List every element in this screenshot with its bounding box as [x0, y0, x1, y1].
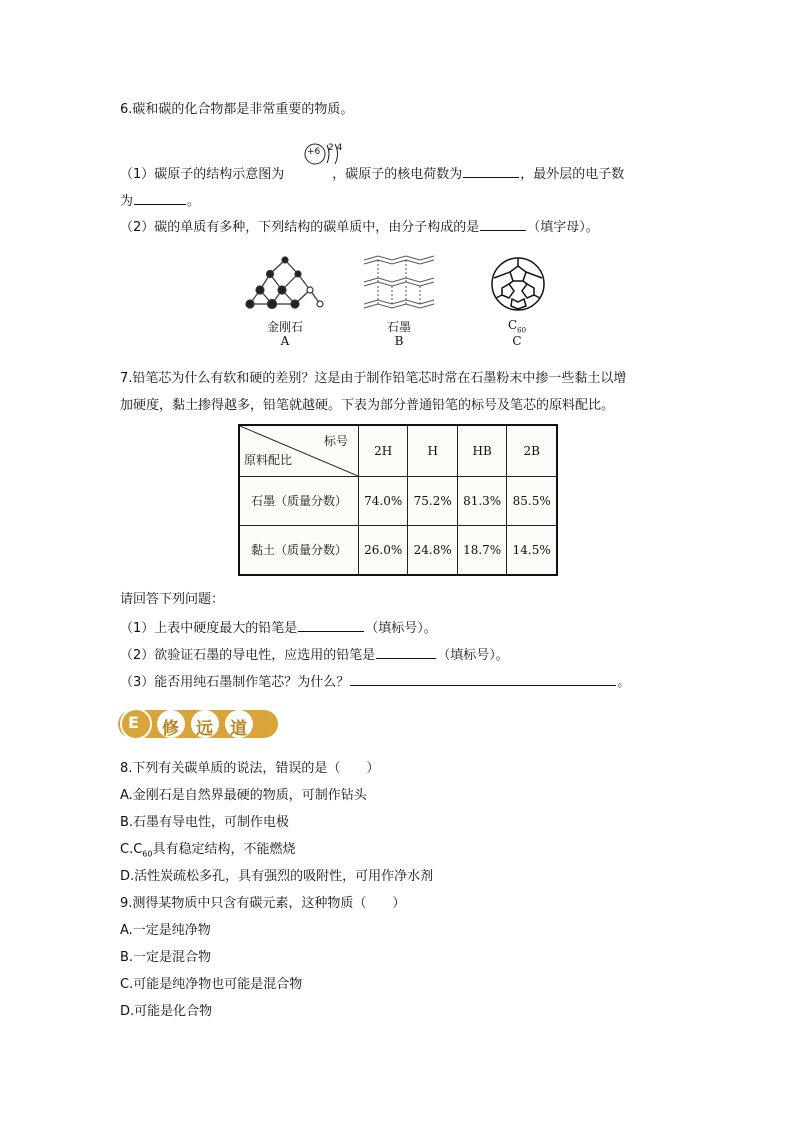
q8-option-d[interactable]: D.活性炭疏松多孔，具有强烈的吸附性，可用作净水剂 [120, 869, 434, 884]
grade-header: 2B [507, 425, 557, 477]
banner-logo-icon: E [128, 713, 139, 732]
table-header-row [239, 425, 557, 477]
q9-option-b[interactable]: B.一定是混合物 [120, 950, 212, 965]
table-cell: 74.0% [359, 477, 408, 526]
q6-part1-line2: 为 。 [120, 190, 200, 212]
banner-char: 道 [230, 719, 247, 739]
q7-sub1: （1）上表中硬度最大的铅笔是 （填标号）。 [120, 617, 437, 639]
q6-part2-line: （2）碳的单质有多种，下列结构的碳单质中，由分子构成的是 （填字母）。 [120, 216, 599, 238]
table-row [239, 525, 557, 575]
diamond-letter: A [280, 334, 290, 348]
grade-header: HB [457, 425, 506, 477]
banner-char: 修 [162, 719, 179, 739]
q6-part1-line1: （1）碳原子的结构示意图为 ，碳原子的核电荷数为 ，最外层的电子数 [120, 163, 624, 185]
table-row [239, 477, 557, 526]
q8-stem: 8.下列有关碳单质的说法，错误的是（ ） [120, 761, 380, 776]
section-banner [118, 706, 278, 742]
row-label-graphite: 石墨（质量分数） [239, 477, 359, 526]
pure-graphite-answer-blank[interactable] [350, 671, 616, 686]
table-cell: 18.7% [457, 525, 506, 575]
atom-nucleus-label: +6 [307, 147, 321, 157]
q6-title: 6.碳和碳的化合物都是非常重要的物质。 [120, 102, 354, 117]
atom-shell-electrons: 2 4 [328, 143, 343, 153]
conductivity-pencil-answer-blank[interactable] [376, 644, 436, 659]
q7-sub3: （3）能否用纯石墨制作笔芯？为什么？ 。 [120, 671, 630, 693]
corner-top-label: 标号 [323, 434, 348, 448]
diamond-structure-figure [240, 252, 330, 352]
row-label-clay: 黏土（质量分数） [239, 525, 359, 575]
q9-stem: 9.测得某物质中只含有碳元素，这种物质（ ） [120, 896, 406, 911]
grade-header: 2H [359, 425, 408, 477]
grade-header: H [408, 425, 457, 477]
table-cell: 85.5% [507, 477, 557, 526]
q7-prompt: 请回答下列问题： [120, 592, 225, 607]
q7-text-line1: 7.铅笔芯为什么有软和硬的差别？这是由于制作铅笔芯时常在石墨粉末中掺一些黏土以增 [120, 371, 627, 386]
table-cell: 26.0% [359, 525, 408, 575]
q9-option-c[interactable]: C.可能是纯净物也可能是混合物 [120, 977, 303, 992]
corner-bottom-label: 原料配比 [244, 453, 293, 467]
table-corner-cell [239, 425, 359, 477]
banner-char: 远 [196, 719, 213, 739]
outer-electron-answer-blank[interactable] [134, 190, 186, 205]
q9-option-a[interactable]: A.一定是纯净物 [120, 923, 211, 938]
c60-name: $C_{60}$ [507, 318, 527, 335]
table-cell: 81.3% [457, 477, 506, 526]
nuclear-charge-answer-blank[interactable] [463, 163, 519, 178]
graphite-letter: B [394, 334, 404, 348]
diamond-name: 金刚石 [266, 320, 303, 334]
table-cell: 14.5% [507, 525, 557, 575]
q8-option-c[interactable]: $C.C_{60}$具有稳定结构，不能燃烧 [120, 842, 296, 859]
table-cell: 24.8% [408, 525, 457, 575]
c60-letter: C [512, 334, 522, 348]
table-cell: 75.2% [408, 477, 457, 526]
pencil-lead-ratio-table [238, 424, 558, 576]
q8-option-b[interactable]: B.石墨有导电性，可制作电极 [120, 815, 290, 830]
graphite-name: 石墨 [386, 320, 411, 334]
graphite-structure-figure [356, 252, 446, 352]
hardest-pencil-answer-blank[interactable] [298, 617, 364, 632]
q9-option-d[interactable]: D.可能是化合物 [120, 1004, 213, 1019]
molecular-carbon-answer-blank[interactable] [480, 216, 526, 231]
q7-sub2: （2）欲验证石墨的导电性，应选用的铅笔是 （填标号）。 [120, 644, 509, 666]
c60-structure-figure [482, 252, 572, 352]
q8-option-a[interactable]: A.金刚石是自然界最硬的物质，可制作钻头 [120, 788, 367, 803]
q7-text-line2: 加硬度，黏土掺得越多，铅笔就越硬。下表为部分普通铅笔的标号及笔芯的原料配比。 [120, 398, 615, 413]
